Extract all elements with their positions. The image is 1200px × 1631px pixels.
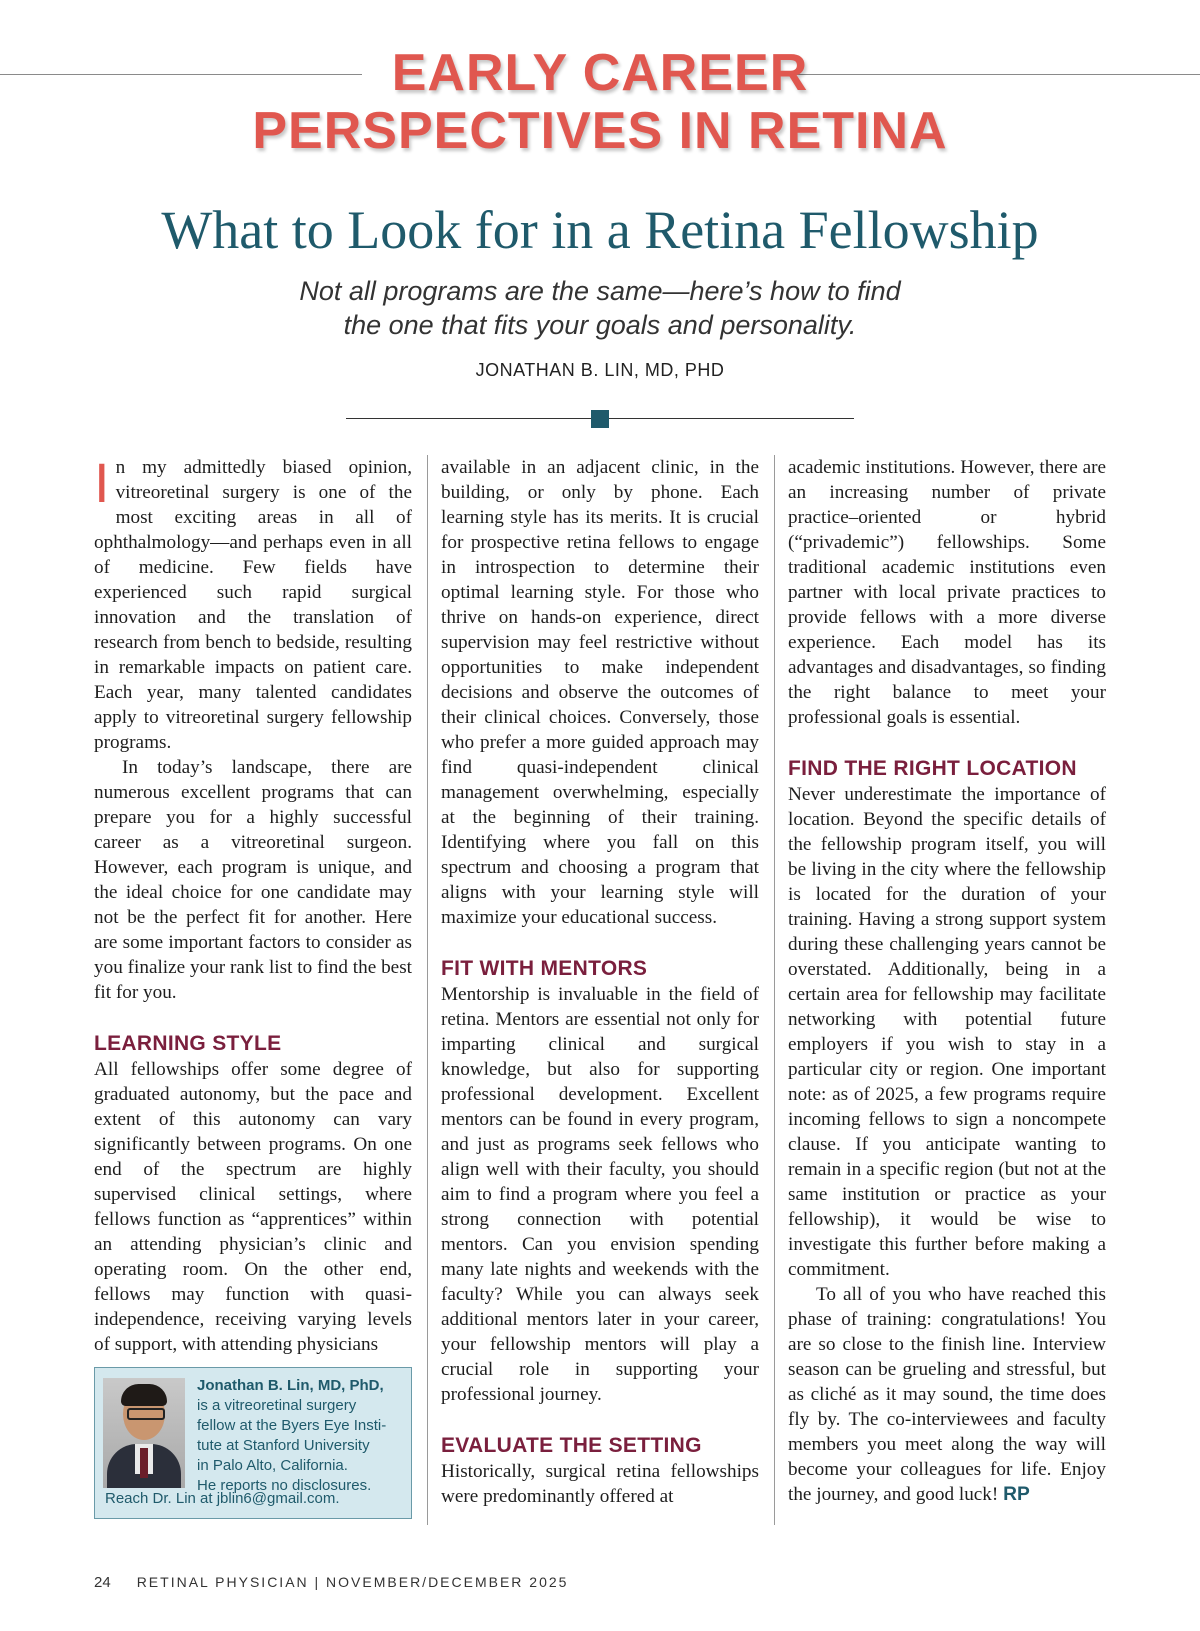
heading-learning-style: LEARNING STYLE	[94, 1032, 282, 1055]
article-title: What to Look for in a Retina Fellowship	[161, 200, 1039, 260]
end-mark-rp: RP	[1003, 1484, 1030, 1505]
author-bio-name: Jonathan B. Lin, MD, PhD,	[197, 1377, 384, 1394]
author-bio-line: fellow at the Byers Eye Insti-	[197, 1417, 387, 1434]
setting-paragraph-a: Historically, surgical retina fellowships were predominantly offered at	[441, 1461, 759, 1507]
closing-paragraph	[788, 1282, 1106, 1507]
location-paragraph: Never underestimate the importance of location. Beyond the specific details of the fellowship program itself, you will be living in the city where the fellowship is located for the duration of your training. Having a strong support system during these challenging years cannot be overstated. Additionally, being in a certain area for fellowship may facilitate networking with potential future employers if you wish to stay in a particular city or region. One important note: as of 2025, a few programs require incoming fellows to sign a noncompete clause. If you anticipate wanting to remain in a specific region (but not at the same institution or practice as your fellowship), it would be wise to investigate this further before making a commitment.	[788, 784, 1106, 1280]
column-2	[441, 455, 759, 1509]
divider-square-ornament	[591, 410, 609, 428]
kicker-line-1: EARLY CAREER	[391, 44, 809, 102]
closing-text: To all of you who have reached this phase of training: congratulations! You are so close to the finish line. Interview season can be grueling and stressful, but as cliché as it may sound, the time does fly by. The co-interviewees and faculty members you meet along the way will become your colleagues for life. Enjoy the journey, and good luck!	[788, 1284, 1106, 1505]
deck-line-1: Not all programs are the same—here’s how to find	[299, 276, 901, 306]
drop-cap: I	[94, 451, 110, 514]
author-contact: Reach Dr. Lin at jblin6@gmail.com.	[105, 1490, 340, 1507]
mentors-paragraph: Mentorship is invaluable in the field of retina. Mentors are essential not only for imparting clinical and surgical knowledge, but also for supporting professional development. Excellent mentors can be found in every program, and just as programs seek fellows who align well with their faculty, you should aim to find a program where you feel a strong connection with potential mentors. Can you envision spending many late nights and weekends with the faculty? While you can always seek additional mentors later in your career, your fellowship mentors will play a crucial role in supporting your professional journey.	[441, 984, 759, 1405]
author-bio-line: He reports no disclosures.	[197, 1477, 372, 1494]
intro-paragraph	[94, 451, 412, 755]
heading-fit-with-mentors: FIT WITH MENTORS	[441, 957, 648, 980]
author-bio-text	[197, 1376, 407, 1496]
author-bio-box	[94, 1367, 412, 1519]
deck-line-2: the one that fits your goals and personality.	[343, 310, 857, 340]
column-1	[94, 451, 412, 1357]
learning-style-paragraph-b: available in an adjacent clinic, in the building, or only by phone. Each learning style has its merits. It is crucial for prospective retina fellows to engage in introspection to determine their optimal learning style. For those who thrive on hands-on experience, direct supervision may feel restrictive without opportunities to make independent decisions and observe the outcomes of their clinical choices. Conversely, those who prefer a more guided approach may find quasi-independent clinical management overwhelming, especially at the beginning of their training. Identifying where you fall on this spectrum and choosing a program that aligns with your learning style will maximize your educational success.	[441, 457, 759, 928]
author-bio-line: tute at Stanford University	[197, 1437, 370, 1454]
learning-style-paragraph-a: All fellowships offer some degree of graduated autonomy, but the pace and extent of this autonomy can vary significantly between programs. On one end of the spectrum are highly supervised clinical settings, where fellows function as “apprentices” within an attending physician’s clinic and operating room. On the other end, fellows may function with quasi-independence, receiving varying levels of support, with attending physicians	[94, 1059, 412, 1355]
article-deck	[0, 274, 1200, 342]
setting-paragraph-b: academic institutions. However, there are an increasing number of private practice–oriented or hybrid (“privademic”) fellowships. Some traditional academic institutions even partner with local private practices to provide fellows with a more diverse experience. Each model has its advantages and disadvantages, so finding the right balance to meet your professional goals is essential.	[788, 457, 1106, 728]
kicker-line-2: PERSPECTIVES IN RETINA	[252, 102, 948, 160]
author-bio-line: in Palo Alto, California.	[197, 1457, 348, 1474]
heading-evaluate-setting: EVALUATE THE SETTING	[441, 1434, 702, 1457]
column-separator-2	[774, 455, 775, 1525]
page-footer	[94, 1574, 568, 1591]
column-3	[788, 455, 1106, 1507]
publication-line: RETINAL PHYSICIAN | NOVEMBER/DECEMBER 2025	[136, 1574, 569, 1590]
landscape-paragraph: In today’s landscape, there are numerous excellent programs that can prepare you for a highly successful career as a vitreoretinal surgeon. However, each program is unique, and the ideal choice for one candidate may not be the perfect fit for another. Here are some important factors to consider as you finalize your rank list to find the best fit for you.	[94, 757, 412, 1003]
author-bio-line: is a vitreoretinal surgery	[197, 1397, 357, 1414]
intro-text: n my admittedly biased opinion, vitreoretinal surgery is one of the most exciting areas in all of ophthalmology—and perhaps even in all of medicine. Few fields have experienced such rapid surgical innovation and the translation of research from bench to bedside, resulting in remarkable impacts on patient care. Each year, many talented candidates apply to vitreoretinal surgery fellowship programs.	[94, 457, 412, 753]
byline: JONATHAN B. LIN, MD, PHD	[475, 360, 725, 380]
heading-find-location: FIND THE RIGHT LOCATION	[788, 757, 1077, 780]
column-separator-1	[427, 455, 428, 1525]
section-kicker	[0, 44, 1200, 160]
author-photo	[103, 1378, 185, 1488]
page-number: 24	[94, 1574, 111, 1591]
